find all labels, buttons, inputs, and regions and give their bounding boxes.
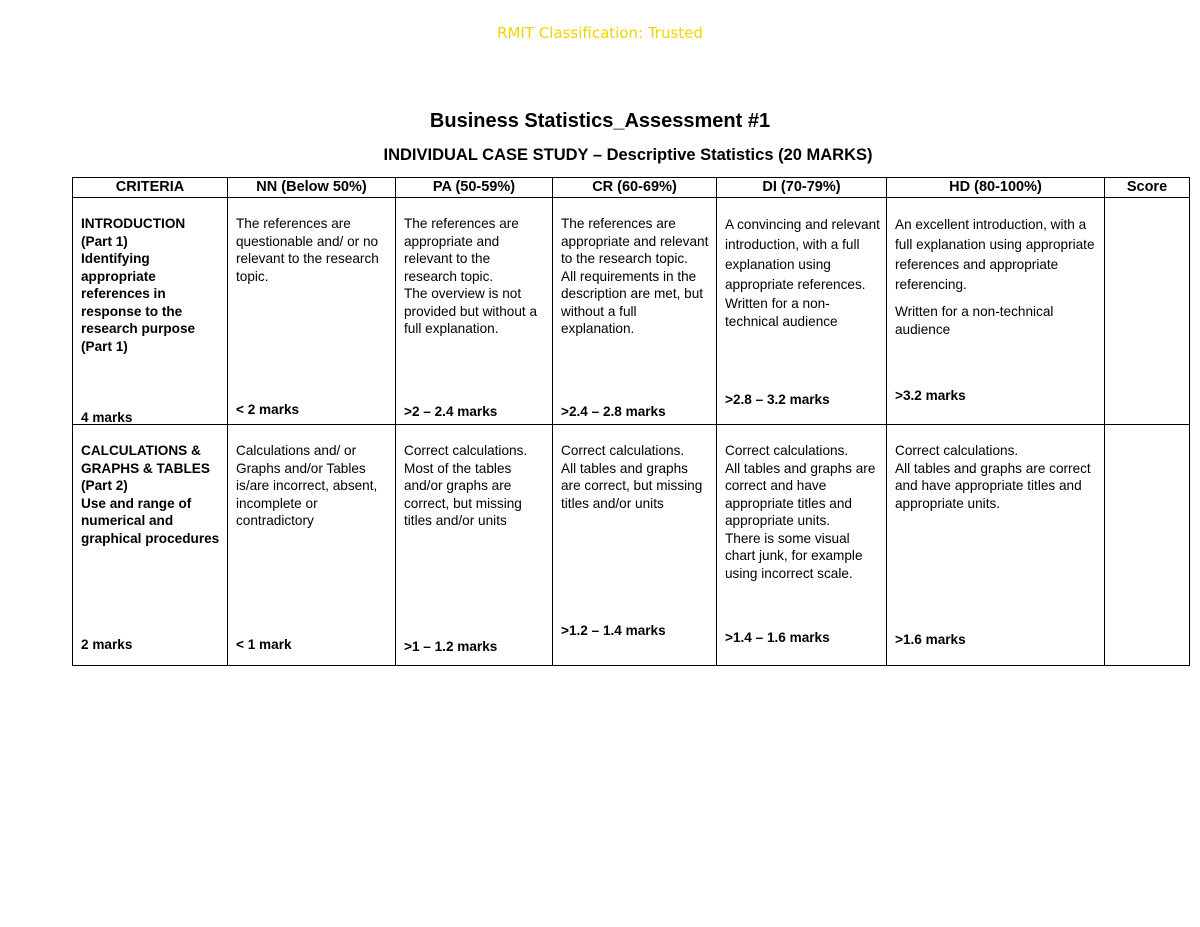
pa-text-2: The overview is not provided but without a full explanation. [404,286,538,336]
criteria-title: CALCULATIONS & GRAPHS & TABLES [81,443,210,476]
document-title: Business Statistics_Assessment #1 [429,110,771,132]
criteria-description: Use and range of numerical and graphical procedures [81,495,220,546]
criteria-part: (Part 2) [81,478,128,493]
hd-cell [887,425,1105,666]
pa-marks: >2 – 2.4 marks [404,404,498,419]
score-cell[interactable] [1105,198,1190,425]
classification-label: RMIT Classification: Trusted [497,24,703,42]
hd-cell [887,198,1105,425]
nn-text: Calculations and/ or Graphs and/or Tables is/are incorrect, absent, incomplete or contradictory [236,443,378,528]
hd-text-2: All tables and graphs are correct and have appropriate titles and appropriate units. [895,460,1091,511]
cr-cell [553,198,717,425]
di-marks: >2.8 – 3.2 marks [725,392,830,407]
nn-cell [228,425,396,666]
header-pa: PA (50-59%) [396,178,553,198]
cr-text-2: All requirements in the description are met, but without a full explanation. [561,268,704,336]
pa-cell [396,198,553,425]
nn-marks: < 2 marks [236,402,300,417]
header-hd: HD (80-100%) [887,178,1105,198]
rubric-table [72,177,1190,666]
nn-text: The references are questionable and/ or no relevant to the research topic. [236,216,379,284]
di-text-2: Written for a non-technical audience [725,296,838,329]
di-text-2: All tables and graphs are correct and have appropriate titles and appropriate units. [725,460,876,528]
document-subtitle: INDIVIDUAL CASE STUDY – Descriptive Statistics (20 MARKS) [383,146,873,164]
pa-text: Correct calculations. [404,443,528,458]
di-text: A convincing and relevant introduction, with a full explanation using appropriate references. [725,217,880,292]
di-text-3: There is some visual chart junk, for example using incorrect scale. [725,530,863,581]
cr-cell [553,425,717,666]
criteria-cell [73,198,228,425]
hd-text-2: Written for a non-technical audience [895,304,1054,337]
header-criteria: CRITERIA [73,178,228,198]
criteria-part-repeat: (Part 1) [81,338,128,354]
criteria-marks: 4 marks [81,410,133,425]
score-cell[interactable] [1105,425,1190,666]
criteria-marks: 2 marks [81,637,133,652]
hd-marks: >1.6 marks [895,632,966,647]
di-cell [717,425,887,666]
cr-marks: >1.2 – 1.4 marks [561,623,666,638]
nn-marks: < 1 mark [236,637,292,652]
di-cell [717,198,887,425]
cr-text: Correct calculations. [561,443,685,458]
cr-text-2: All tables and graphs are correct, but missing titles and/or units [561,460,703,511]
header-nn: NN (Below 50%) [228,178,396,198]
pa-text-2: Most of the tables and/or graphs are correct, but missing titles and/or units [404,460,522,528]
hd-marks: >3.2 marks [895,388,966,403]
hd-text: An excellent introduction, with a full explanation using appropriate references and appropriate referencing. [895,217,1095,292]
criteria-description: Identifying appropriate references in response to the research purpose [81,251,196,336]
header-score: Score [1105,178,1190,198]
header-di: DI (70-79%) [717,178,887,198]
di-text: Correct calculations. [725,443,849,458]
pa-cell [396,425,553,666]
criteria-title: INTRODUCTION [81,216,186,231]
pa-text: The references are appropriate and relevant to the research topic. [404,216,519,284]
pa-marks: >1 – 1.2 marks [404,639,498,654]
table-row [73,425,1190,666]
header-cr: CR (60-69%) [553,178,717,198]
table-header-row [73,178,1190,198]
cr-marks: >2.4 – 2.8 marks [561,404,666,419]
cr-text: The references are appropriate and relevant to the research topic. [561,216,709,266]
di-marks: >1.4 – 1.6 marks [725,630,830,645]
table-row [73,198,1190,425]
criteria-part: (Part 1) [81,233,128,249]
nn-cell [228,198,396,425]
hd-text: Correct calculations. [895,443,1019,458]
criteria-cell [73,425,228,666]
